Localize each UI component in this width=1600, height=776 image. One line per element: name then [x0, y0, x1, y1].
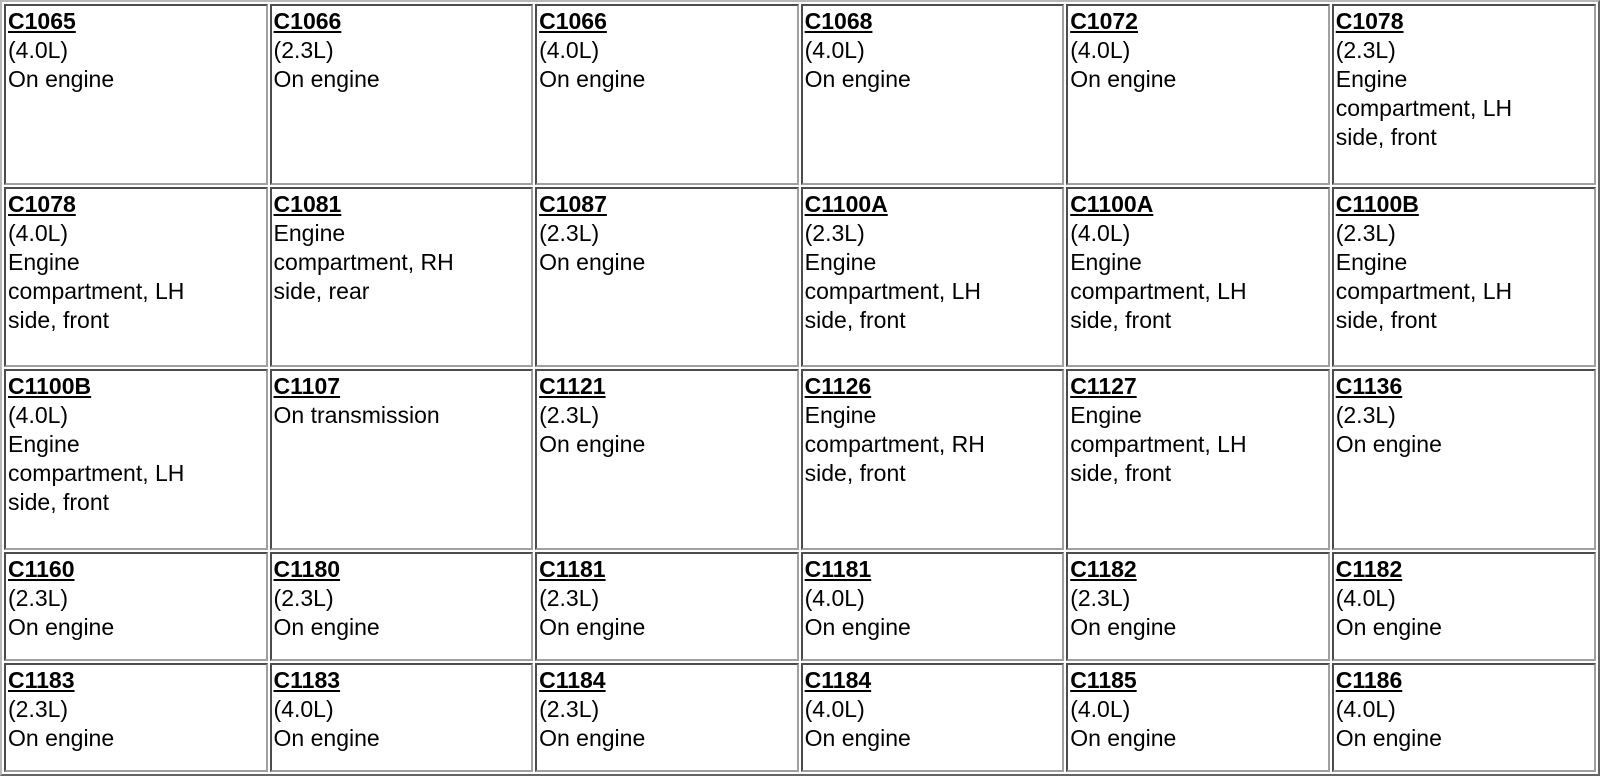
cell-line: Engine: [1335, 66, 1408, 92]
cell-line: On engine: [1070, 614, 1177, 641]
cell-line: compartment, LH: [8, 460, 185, 487]
connector-link[interactable]: C1180: [273, 556, 341, 583]
cell-line: On engine: [273, 66, 380, 92]
table-cell: [801, 187, 1065, 368]
table-cell: [270, 4, 534, 185]
connector-link[interactable]: C1107: [273, 373, 341, 400]
connector-link[interactable]: C1100A: [1070, 190, 1154, 217]
cell-line: compartment, LH: [1335, 95, 1513, 121]
connector-link[interactable]: C1184: [804, 667, 872, 694]
cell-line: (4.0L): [804, 696, 865, 723]
cell-line: side, front: [8, 489, 109, 516]
cell-line: side, rear: [273, 277, 370, 304]
cell-line: compartment, LH: [1070, 431, 1247, 458]
table-body: [4, 4, 1596, 772]
cell-line: side, front: [804, 460, 906, 487]
table-cell: [1332, 369, 1596, 550]
table-cell: [1066, 187, 1330, 368]
table-cell: [801, 4, 1065, 185]
cell-line: On engine: [539, 431, 646, 458]
cell-line: Engine: [8, 248, 80, 275]
table-cell: [535, 4, 799, 185]
connector-link[interactable]: C1160: [8, 556, 75, 583]
table-cell: [270, 369, 534, 550]
cell-line: (2.3L): [273, 37, 334, 63]
cell-line: On engine: [539, 248, 646, 275]
cell-line: On engine: [539, 614, 646, 641]
cell-line: (4.0L): [1070, 37, 1131, 63]
table-cell: [535, 369, 799, 550]
connector-link[interactable]: C1181: [804, 556, 872, 583]
table-cell: [801, 369, 1065, 550]
cell-line: On engine: [1335, 614, 1442, 641]
table-cell: [1332, 4, 1596, 185]
table-cell: [801, 552, 1065, 661]
table-cell: [1332, 552, 1596, 661]
cell-line: On engine: [1335, 725, 1442, 752]
table-cell: [1066, 4, 1330, 185]
cell-line: side, front: [1335, 306, 1437, 333]
connector-link[interactable]: C1121: [539, 373, 606, 400]
connector-link[interactable]: C1126: [804, 373, 872, 400]
cell-line: On engine: [804, 725, 911, 752]
connector-link[interactable]: C1182: [1070, 556, 1137, 583]
connector-link[interactable]: C1183: [273, 667, 341, 694]
table-cell: [4, 552, 268, 661]
table-cell: [535, 187, 799, 368]
cell-line: (4.0L): [1335, 696, 1396, 723]
table-row: [4, 552, 1596, 661]
cell-line: On transmission: [273, 402, 440, 429]
connector-link[interactable]: C1127: [1070, 373, 1137, 400]
table-cell: [4, 369, 268, 550]
cell-line: On engine: [1070, 725, 1177, 752]
cell-line: side, front: [8, 306, 109, 333]
cell-line: On engine: [539, 66, 646, 92]
table-cell: [801, 663, 1065, 772]
cell-line: Engine: [1070, 402, 1142, 429]
cell-line: On engine: [539, 725, 646, 752]
cell-line: (2.3L): [8, 585, 69, 612]
table-row: [4, 663, 1596, 772]
cell-line: (4.0L): [804, 585, 865, 612]
cell-line: (4.0L): [1070, 219, 1131, 246]
cell-line: compartment, RH: [804, 431, 985, 458]
cell-line: side, front: [1070, 306, 1172, 333]
table-row: [4, 4, 1596, 185]
table-cell: [1332, 663, 1596, 772]
connector-link[interactable]: C1066: [539, 8, 607, 34]
table-cell: [270, 187, 534, 368]
cell-line: side, front: [1335, 124, 1437, 150]
cell-line: (2.3L): [1335, 219, 1396, 246]
cell-line: compartment, LH: [1335, 277, 1513, 304]
cell-line: (2.3L): [539, 585, 600, 612]
table-cell: [270, 552, 534, 661]
table-cell: [4, 4, 268, 185]
table-cell: [1066, 663, 1330, 772]
cell-line: Engine: [1070, 248, 1142, 275]
connector-link[interactable]: C1065: [8, 8, 76, 34]
connector-link[interactable]: C1066: [273, 8, 342, 34]
table-row: [4, 369, 1596, 550]
cell-line: (2.3L): [1070, 585, 1131, 612]
cell-line: compartment, LH: [804, 277, 982, 304]
table-cell: [1066, 369, 1330, 550]
cell-line: (4.0L): [8, 402, 69, 429]
connector-link[interactable]: C1186: [1335, 667, 1403, 694]
connector-link[interactable]: C1078: [1335, 8, 1404, 34]
cell-line: (4.0L): [1335, 585, 1396, 612]
cell-line: Engine: [8, 431, 80, 458]
cell-line: On engine: [8, 66, 115, 92]
cell-line: On engine: [1335, 431, 1442, 458]
cell-line: On engine: [804, 614, 911, 641]
connector-link[interactable]: C1072: [1070, 8, 1138, 34]
cell-line: On engine: [804, 66, 911, 92]
cell-line: (4.0L): [8, 219, 69, 246]
connector-link[interactable]: C1182: [1335, 556, 1403, 583]
cell-line: (4.0L): [804, 37, 865, 63]
cell-line: (2.3L): [1335, 37, 1396, 63]
cell-line: (2.3L): [539, 219, 600, 246]
cell-line: On engine: [1070, 66, 1177, 92]
connector-link[interactable]: C1100B: [8, 373, 92, 400]
table-row: [4, 187, 1596, 368]
cell-line: (4.0L): [539, 37, 600, 63]
cell-line: On engine: [273, 614, 380, 641]
cell-line: compartment, LH: [1070, 277, 1247, 304]
cell-line: Engine: [804, 402, 877, 429]
table-cell: [1332, 187, 1596, 368]
connector-link[interactable]: C1181: [539, 556, 606, 583]
cell-line: compartment, LH: [8, 277, 185, 304]
cell-line: On engine: [273, 725, 380, 752]
table-cell: [1066, 552, 1330, 661]
cell-line: compartment, RH: [273, 248, 454, 275]
table-cell: [4, 663, 268, 772]
cell-line: Engine: [1335, 248, 1408, 275]
cell-line: On engine: [8, 614, 115, 641]
cell-line: (2.3L): [539, 696, 600, 723]
cell-line: Engine: [273, 219, 346, 246]
cell-line: (2.3L): [273, 585, 334, 612]
connector-link[interactable]: C1081: [273, 190, 342, 217]
connector-link[interactable]: C1183: [8, 667, 75, 694]
cell-line: (2.3L): [8, 696, 69, 723]
connector-link[interactable]: C1087: [539, 190, 607, 217]
cell-line: (2.3L): [804, 219, 865, 246]
table-cell: [270, 663, 534, 772]
cell-line: (2.3L): [539, 402, 600, 429]
table-cell: [4, 187, 268, 368]
cell-line: (4.0L): [8, 37, 69, 63]
cell-line: On engine: [8, 725, 115, 752]
cell-line: side, front: [1070, 460, 1172, 487]
cell-line: Engine: [804, 248, 877, 275]
connector-link[interactable]: C1100A: [804, 190, 888, 217]
table-cell: [535, 552, 799, 661]
cell-line: side, front: [804, 306, 906, 333]
connector-link[interactable]: C1136: [1335, 373, 1403, 400]
cell-line: (4.0L): [1070, 696, 1131, 723]
connector-link[interactable]: C1100B: [1335, 190, 1419, 217]
connector-link[interactable]: C1184: [539, 667, 606, 694]
cell-line: (4.0L): [273, 696, 334, 723]
connector-link[interactable]: C1068: [804, 8, 873, 34]
connector-link[interactable]: C1185: [1070, 667, 1137, 694]
table-cell: [535, 663, 799, 772]
connector-link[interactable]: C1078: [8, 190, 76, 217]
cell-line: (2.3L): [1335, 402, 1396, 429]
